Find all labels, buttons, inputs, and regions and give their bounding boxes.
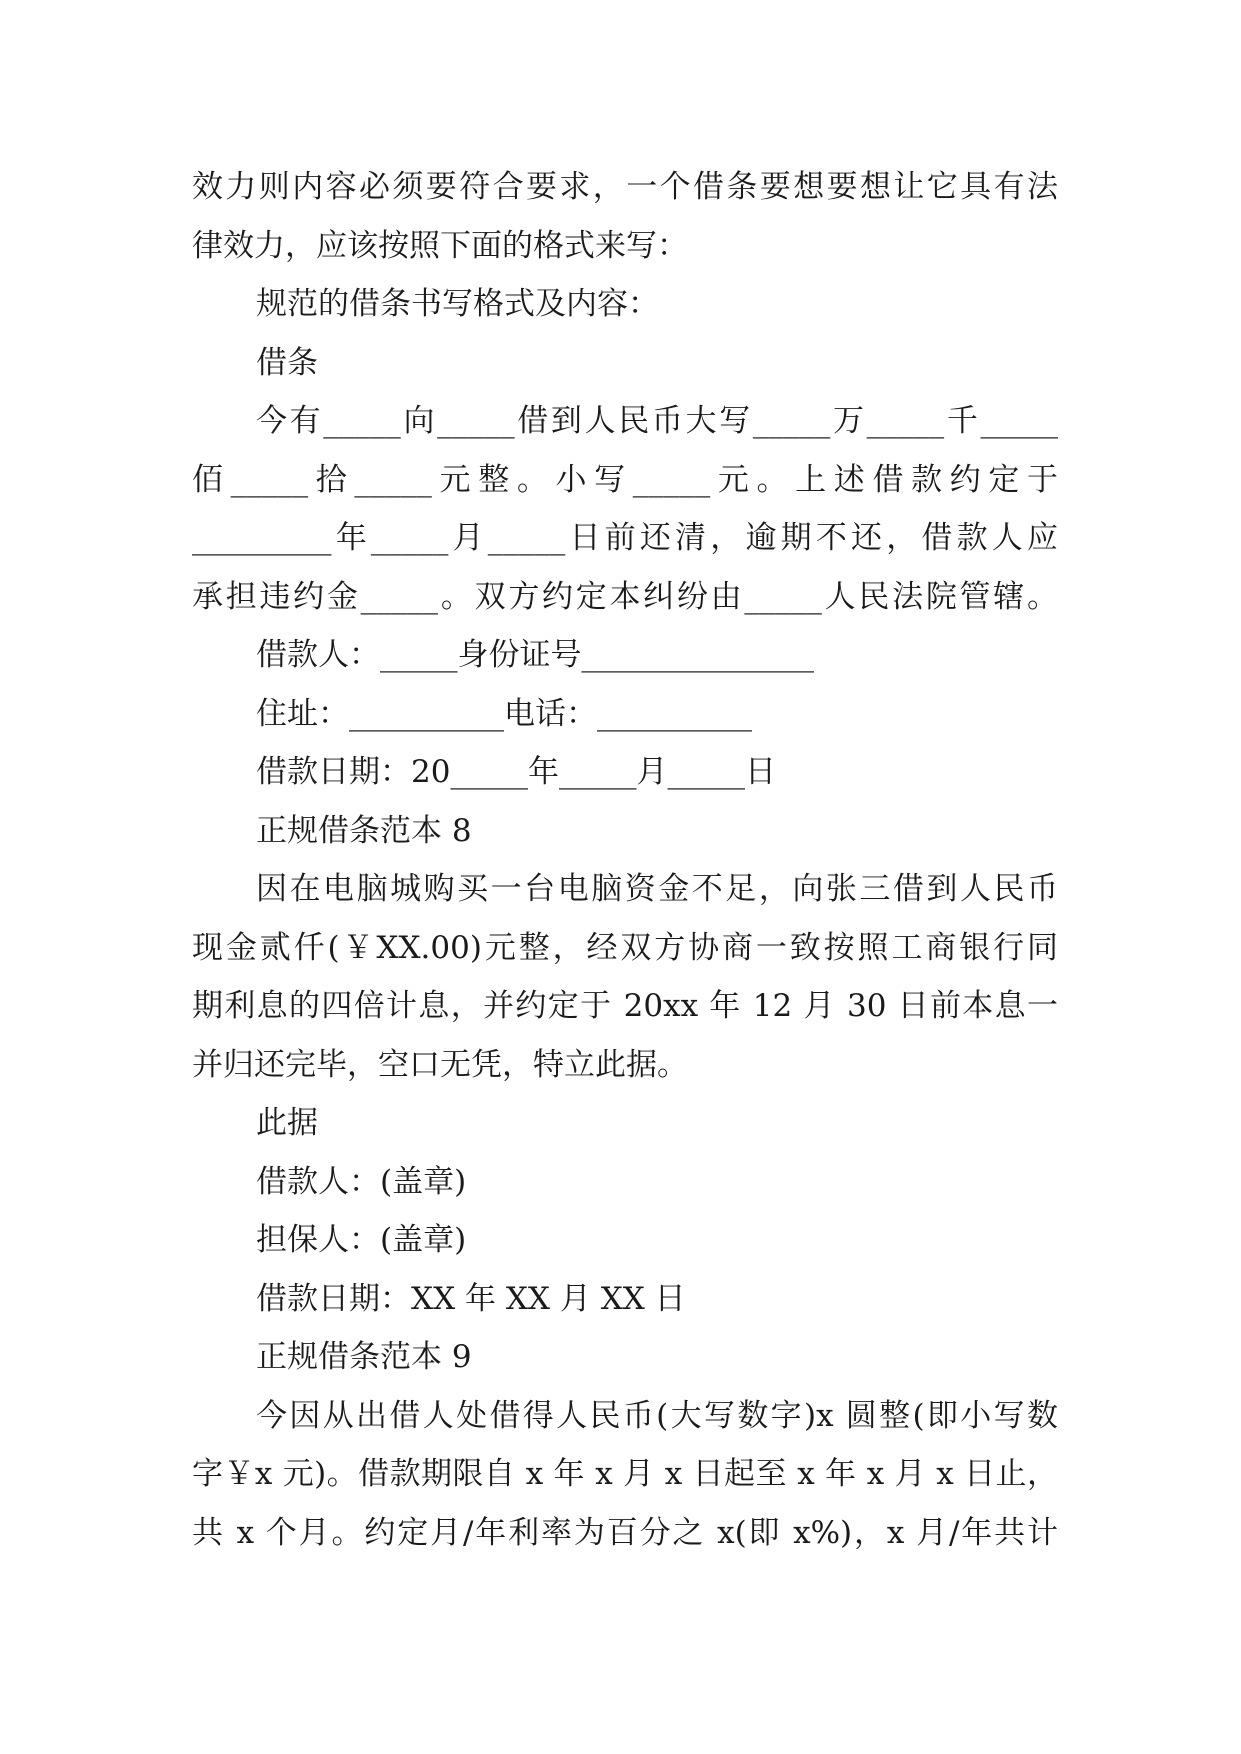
text-line: _________年_____月_____日前还清，逾期不还，借款人应 xyxy=(192,520,1058,556)
text-line: 今有_____向_____借到人民币大写_____万_____千_____ xyxy=(256,403,1058,439)
text-line: 此据 xyxy=(256,1105,318,1141)
text-line: 承担违约金_____。双方约定本纠纷由_____人民法院管辖。 xyxy=(192,578,1058,615)
text-line: 佰_____拾_____元整。小写_____元。上述借款约定于 xyxy=(192,461,1058,498)
text-line: 借款日期：20_____年_____月_____日 xyxy=(256,754,776,790)
text-line: 并归还完毕，空口无凭，特立此据。 xyxy=(192,1046,688,1083)
text-line: 律效力，应该按照下面的格式来写： xyxy=(192,227,688,264)
text-line: 借款人：(盖章) xyxy=(256,1163,467,1200)
text-line: 现金贰仟(￥XX.00)元整，经双方协商一致按照工商银行同 xyxy=(192,929,1058,966)
text-line: 期利息的四倍计息，并约定于 20xx 年 12 月 30 日前本息一 xyxy=(192,988,1058,1024)
text-line: 规范的借条书写格式及内容： xyxy=(256,286,659,322)
text-line: 因在电脑城购买一台电脑资金不足，向张三借到人民币 xyxy=(256,871,1058,907)
text-line: 住址：__________电话：__________ xyxy=(256,695,752,732)
text-line: 效力则内容必须要符合要求，一个借条要想要想让它具有法 xyxy=(192,169,1058,205)
text-line: 今因从出借人处借得人民币(大写数字)x 圆整(即小写数 xyxy=(256,1397,1058,1434)
text-line: 正规借条范本 8 xyxy=(256,812,472,849)
text-line: 担保人：(盖章) xyxy=(256,1222,467,1258)
text-line: 字￥x 元)。借款期限自 x 年 x 月 x 日起至 x 年 x 月 x 日止， xyxy=(192,1456,1058,1492)
text-line: 借款人：_____身份证号_______________ xyxy=(256,637,814,673)
text-line: 借款日期：XX 年 XX 月 XX 日 xyxy=(256,1280,686,1317)
text-line: 共 x 个月。约定月/年利率为百分之 x(即 x%)，x 月/年共计 xyxy=(192,1514,1058,1551)
text-line: 借条 xyxy=(256,344,318,381)
text-line: 正规借条范本 9 xyxy=(256,1339,472,1375)
document-body xyxy=(192,158,1058,1562)
